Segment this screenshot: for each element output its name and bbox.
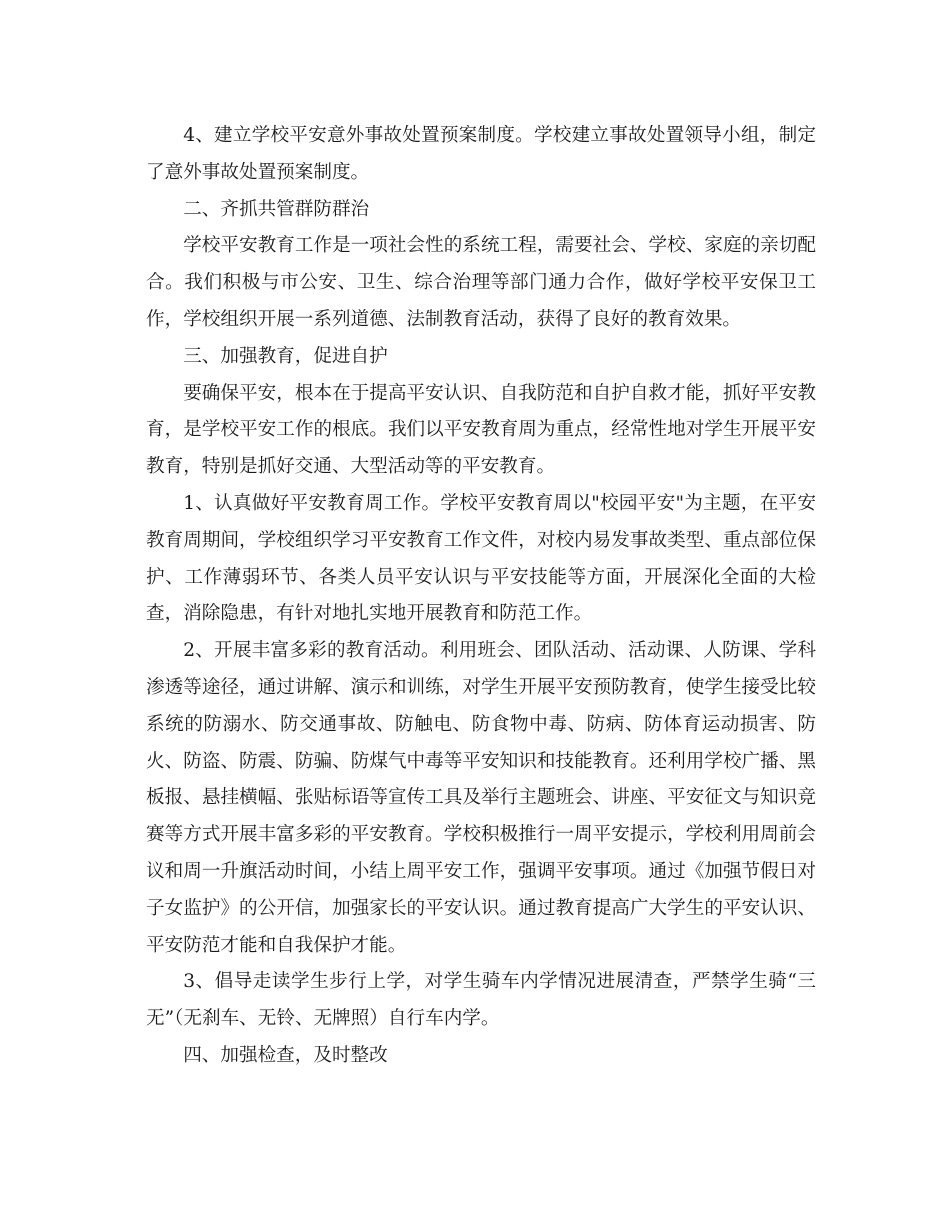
paragraph-walking-to-school: 3、倡导走读学生步行上学，对学生骑车内学情况进展清查，严禁学生骑“三无”（无刹车、无铃、无牌照）自行车内学。	[146, 971, 816, 1030]
paragraph-education-activities: 2、开展丰富多彩的教育活动。利用班会、团队活动、活动课、人防课、学科渗透等途径，通过讲解、演示和训练，对学生开展平安预防教育，使学生接受比较系统的防溺水、防交通事故、防触电、防食物中毒、防病、防体育运动损害、防火、防盗、防震、防骗、防煤气中毒等平安知识和技能教育。还利用学校广播、黑板报、悬挂横幅、张贴标语等宣传工具及举行主题班会、讲座、平安征文与知识竞赛等方式开展丰富多彩的平安教育。学校积极推行一周平安提示，学校利用周前会议和周一升旗活动时间，小结上周平安工作，强调平安事项。通过《加强节假日对子女监护》的公开信，加强家长的平安认识。通过教育提高广大学生的平安认识、平安防范才能和自我保护才能。	[146, 640, 816, 956]
document-body	[146, 118, 816, 1075]
heading-joint-management: 二、齐抓共管群防群治	[183, 198, 370, 220]
heading-strengthen-education: 三、加强教育，促进自护	[183, 345, 388, 367]
heading-inspection: 四、加强检查，及时整改	[183, 1044, 388, 1066]
paragraph-accident-plan: 4、建立学校平安意外事故处置预案制度。学校建立事故处置领导小组，制定了意外事故处置预案制度。	[146, 125, 816, 183]
paragraph-education-week: 1、认真做好平安教育周工作。学校平安教育周以"校园平安"为主题，在平安教育周期间，学校组织学习平安教育工作文件，对校内易发事故类型、重点部位保护、工作薄弱环节、各类人员平安认识与平安技能等方面，开展深化全面的大检查，消除隐患，有针对地扎实地开展教育和防范工作。	[146, 492, 816, 625]
paragraph-social-cooperation: 学校平安教育工作是一项社会性的系统工程，需要社会、学校、家庭的亲切配合。我们积极与市公安、卫生、综合治理等部门通力合作，做好学校平安保卫工作，学校组织开展一系列道德、法制教育活动，获得了良好的教育效果。	[146, 235, 816, 330]
paragraph-safety-education: 要确保平安，根本在于提高平安认识、自我防范和自护自救才能，抓好平安教育，是学校平安工作的根底。我们以平安教育周为重点，经常性地对学生开展平安教育，特别是抓好交通、大型活动等的平安教育。	[146, 382, 816, 478]
